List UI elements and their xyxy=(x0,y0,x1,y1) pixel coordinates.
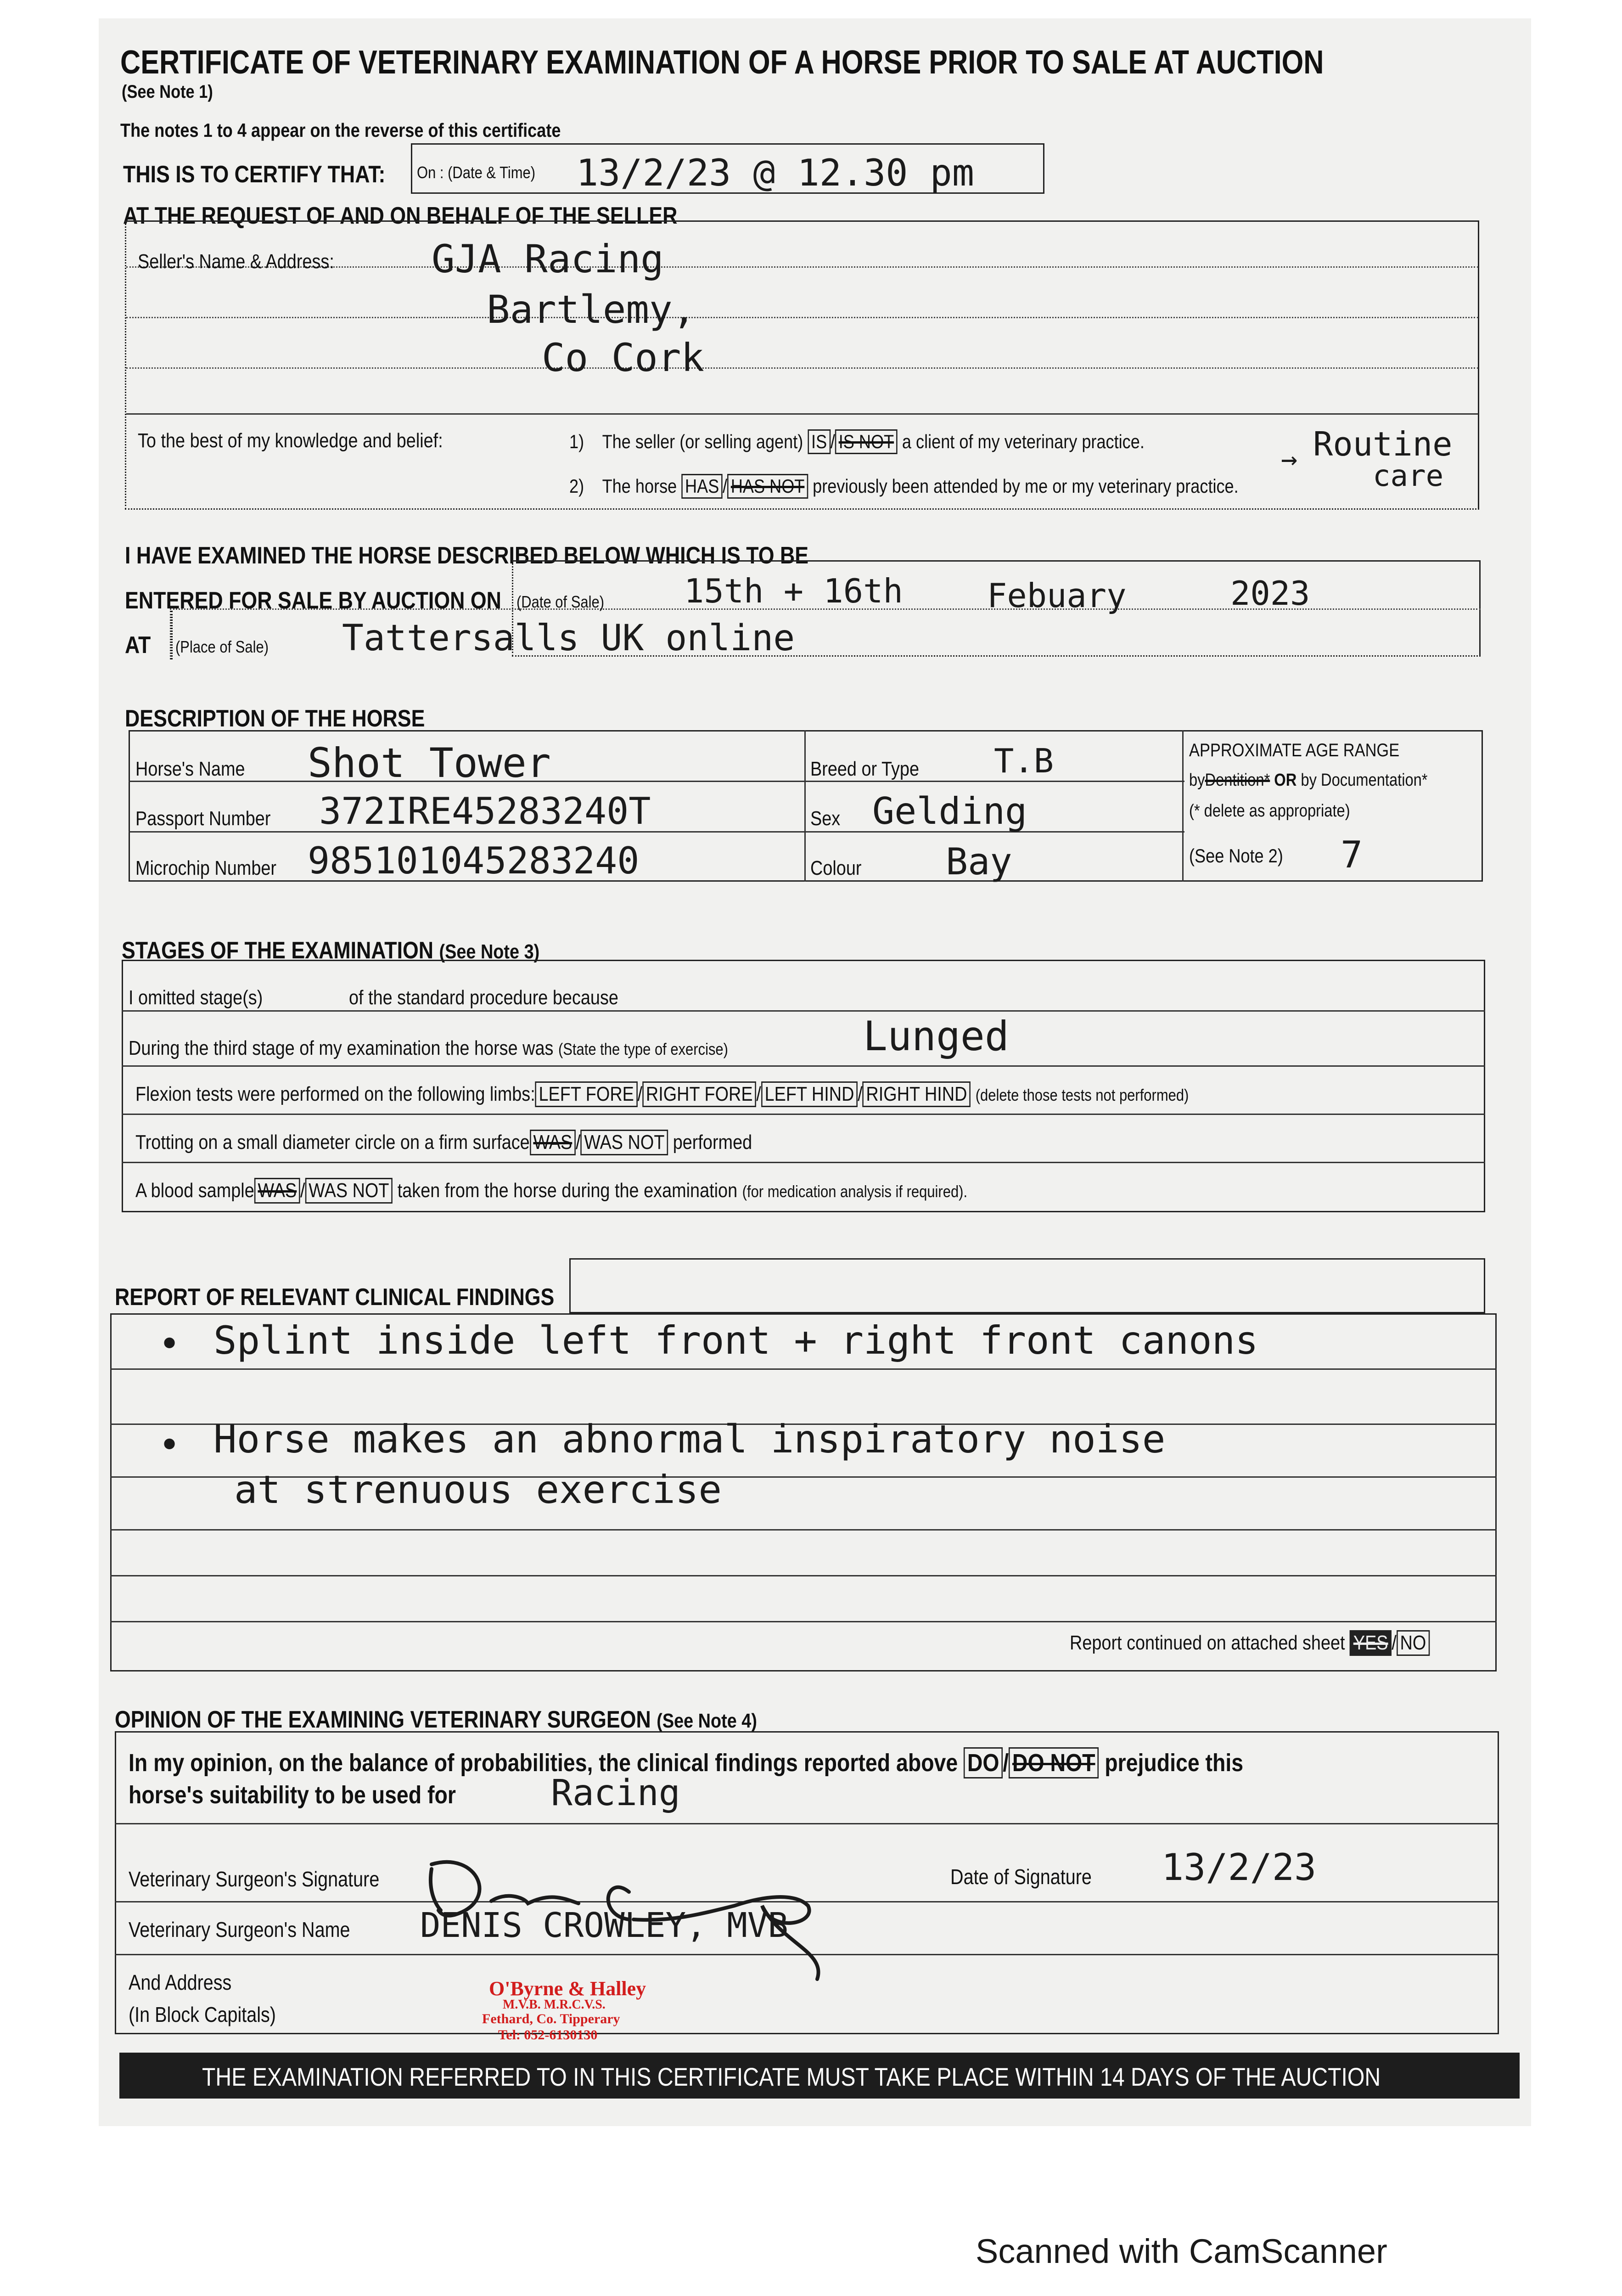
opinion-do-not: DO NOT xyxy=(1009,1747,1099,1778)
trotting-was-not: WAS NOT xyxy=(581,1130,668,1155)
opinion-text-a: In my opinion, on the balance of probabilities, the clinical findings reported above xyxy=(129,1749,958,1777)
trotting-sep: / xyxy=(575,1131,581,1154)
item1-is: IS xyxy=(808,429,831,454)
flexion-sep: / xyxy=(637,1083,643,1105)
seller-address-2: Co Cork xyxy=(542,335,705,380)
breed-label: Breed or Type xyxy=(810,758,920,780)
findings-heading: REPORT OF RELEVANT CLINICAL FINDINGS xyxy=(115,1284,555,1311)
horse-name-label: Horse's Name xyxy=(135,758,245,780)
practice-stamp-line-2: M.V.B. M.R.C.V.S. xyxy=(503,1998,606,2012)
item1-pre: The seller (or selling agent) xyxy=(602,431,803,452)
knowledge-label: To the best of my knowledge and belief: xyxy=(138,429,443,452)
report-continued xyxy=(1070,1630,1430,1656)
seller-address-1: Bartlemy, xyxy=(487,287,696,332)
opinion-text-2: horse's suitability to be used for xyxy=(129,1781,456,1809)
continued-yes: YES xyxy=(1350,1630,1392,1656)
place-box-edge xyxy=(170,611,173,659)
examined-line: I HAVE EXAMINED THE HORSE DESCRIBED BELOW WHICH IS TO BE xyxy=(125,542,809,569)
omitted-a: I omitted stage(s) xyxy=(129,986,263,1009)
report-continued-label: Report continued on attached sheet xyxy=(1070,1632,1345,1654)
see-note-1: (See Note 1) xyxy=(122,82,213,102)
description-col-line xyxy=(804,730,806,882)
seller-name: GJA Racing xyxy=(432,236,664,281)
item1-sep: / xyxy=(830,431,835,452)
seller-label: Seller's Name & Address: xyxy=(138,250,334,273)
date-of-signature-value: 13/2/23 xyxy=(1162,1846,1317,1889)
opinion-heading-note: (See Note 4) xyxy=(657,1710,757,1732)
trotting-line xyxy=(135,1130,752,1155)
findings-line-1: Splint inside left front + right front canons xyxy=(213,1318,1258,1363)
item1-post: a client of my veterinary practice. xyxy=(902,431,1145,452)
passport-label: Passport Number xyxy=(135,807,271,830)
footer-text: THE EXAMINATION REFERRED TO IN THIS CERTIFICATE MUST TAKE PLACE WITHIN 14 DAYS OF THE AUCTION xyxy=(202,2062,1381,2091)
certify-label: THIS IS TO CERTIFY THAT: xyxy=(123,161,386,188)
age-value: 7 xyxy=(1341,833,1363,876)
certify-on-label: On : (Date & Time) xyxy=(417,163,536,182)
age-by-doc: by Documentation* xyxy=(1301,771,1428,790)
findings-row-line xyxy=(110,1575,1497,1576)
knowledge-note-arrow: → xyxy=(1281,443,1298,475)
scanner-watermark: Scanned with CamScanner xyxy=(976,2232,1387,2270)
certify-date-value: 13/2/23 @ 12.30 pm xyxy=(576,152,974,194)
third-stage-note: (State the type of exercise) xyxy=(558,1040,728,1058)
address-label-2: (In Block Capitals) xyxy=(129,2003,276,2026)
vet-name-value: DENIS CROWLEY, MVB xyxy=(420,1906,788,1945)
age-see-note: (See Note 2) xyxy=(1189,845,1283,867)
seller-row-line xyxy=(126,367,1478,369)
microchip-value: 985101045283240 xyxy=(308,839,640,882)
item2-num: 2) xyxy=(569,475,584,497)
age-delete-note: (* delete as appropriate) xyxy=(1189,801,1350,821)
item2-post: previously been attended by me or my veterinary practice. xyxy=(813,475,1239,497)
stages-row-line xyxy=(122,1114,1485,1115)
seller-row-line xyxy=(126,317,1478,318)
third-stage-text: During the third stage of my examination the horse was xyxy=(129,1037,554,1059)
opinion-use-value: Racing xyxy=(551,1773,680,1814)
age-by: by xyxy=(1189,771,1205,790)
colour-value: Bay xyxy=(946,840,1012,883)
date-of-signature-label: Date of Signature xyxy=(950,1865,1092,1889)
blood-sep: / xyxy=(300,1179,305,1202)
findings-top-box xyxy=(569,1258,1485,1313)
blood-label: A blood sample xyxy=(135,1179,254,1202)
third-stage-label xyxy=(129,1037,728,1060)
blood-line xyxy=(135,1178,967,1204)
third-stage-value: Lunged xyxy=(863,1013,1009,1060)
date-of-sale-value-b: Febuary xyxy=(987,576,1127,615)
flexion-line xyxy=(135,1081,1189,1107)
item1-num: 1) xyxy=(569,431,584,452)
date-of-sale-value-c: 2023 xyxy=(1230,574,1310,613)
knowledge-note-1: Routine xyxy=(1313,425,1453,463)
colour-label: Colour xyxy=(810,857,862,879)
sex-value: Gelding xyxy=(872,790,1027,833)
stages-heading-text: STAGES OF THE EXAMINATION xyxy=(122,937,434,964)
opinion-text-b: prejudice this xyxy=(1105,1749,1244,1777)
continued-sep: / xyxy=(1392,1632,1397,1654)
knowledge-item-1 xyxy=(569,429,1145,454)
microchip-label: Microchip Number xyxy=(135,857,277,879)
date-of-sale-label: (Date of Sale) xyxy=(516,592,605,611)
date-of-sale-value-a: 15th + 16th xyxy=(684,572,903,610)
opinion-text-1 xyxy=(129,1747,1243,1778)
blood-post: taken from the horse during the examination xyxy=(397,1179,738,1202)
blood-note: (for medication analysis if required). xyxy=(742,1182,968,1201)
flexion-left-fore: LEFT FORE xyxy=(535,1081,638,1107)
findings-line-2: Horse makes an abnormal inspiratory noise xyxy=(213,1417,1166,1462)
item2-has-not: HAS NOT xyxy=(727,474,808,499)
opinion-sep: / xyxy=(1003,1749,1009,1777)
address-label-1: And Address xyxy=(129,1970,232,1994)
description-heading: DESCRIPTION OF THE HORSE xyxy=(125,705,425,732)
age-dentition: Dentition* xyxy=(1205,771,1270,790)
trotting-label: Trotting on a small diameter circle on a firm surface xyxy=(135,1131,530,1154)
passport-value: 372IRE45283240T xyxy=(319,790,651,833)
opinion-heading xyxy=(115,1706,757,1733)
findings-row-line xyxy=(110,1621,1497,1622)
document-title: CERTIFICATE OF VETERINARY EXAMINATION OF A HORSE PRIOR TO SALE AT AUCTION xyxy=(120,44,1324,81)
findings-bullet-2: • xyxy=(158,1424,181,1466)
knowledge-item-2 xyxy=(569,474,1239,499)
blood-was: WAS xyxy=(254,1178,300,1204)
findings-row-line xyxy=(110,1368,1497,1370)
notes-reverse-line: The notes 1 to 4 appear on the reverse of this certificate xyxy=(120,119,561,141)
description-row-line xyxy=(129,781,1184,782)
request-line: AT THE REQUEST OF AND ON BEHALF OF THE SELLER xyxy=(123,203,678,229)
knowledge-note-2: care xyxy=(1373,459,1444,493)
practice-stamp-line-1: O'Byrne & Halley xyxy=(489,1977,646,2000)
place-of-sale-label: (Place of Sale) xyxy=(175,637,269,656)
flexion-sep: / xyxy=(858,1083,863,1105)
flexion-left-hind: LEFT HIND xyxy=(761,1081,858,1107)
findings-bullet-1: • xyxy=(158,1322,181,1365)
stages-row-line xyxy=(122,1065,1485,1067)
stages-row-line xyxy=(122,1162,1485,1163)
stages-row-line xyxy=(122,1010,1485,1012)
blood-was-not: WAS NOT xyxy=(305,1178,393,1204)
opinion-do: DO xyxy=(964,1747,1003,1778)
seller-row-line xyxy=(126,413,1478,415)
age-or: OR xyxy=(1274,771,1297,790)
breed-value: T.B xyxy=(994,742,1054,780)
flexion-sep: / xyxy=(756,1083,761,1105)
stages-heading-note: (See Note 3) xyxy=(439,940,540,963)
practice-stamp-line-3: Fethard, Co. Tipperary xyxy=(482,2011,620,2026)
continued-no: NO xyxy=(1397,1630,1430,1656)
trotting-performed: performed xyxy=(673,1131,752,1154)
signature-label: Veterinary Surgeon's Signature xyxy=(129,1867,380,1891)
flexion-right-fore: RIGHT FORE xyxy=(642,1081,756,1107)
vet-name-label: Veterinary Surgeon's Name xyxy=(129,1918,350,1941)
practice-stamp-line-4: Tel: 052-6130130 xyxy=(498,2027,598,2043)
entered-label: ENTERED FOR SALE BY AUCTION ON xyxy=(125,587,501,614)
opinion-heading-text: OPINION OF THE EXAMINING VETERINARY SURGEON xyxy=(115,1706,651,1733)
omitted-b: of the standard procedure because xyxy=(349,986,618,1009)
description-col-line xyxy=(1182,730,1184,882)
flexion-right-hind: RIGHT HIND xyxy=(863,1081,971,1107)
place-of-sale-value: Tattersalls UK online xyxy=(342,618,795,659)
item1-is-not: IS NOT xyxy=(835,429,898,454)
sex-label: Sex xyxy=(810,807,841,830)
flexion-note: (delete those tests not performed) xyxy=(975,1086,1189,1104)
trotting-was: WAS xyxy=(530,1130,576,1155)
findings-line-3: at strenuous exercise xyxy=(234,1467,722,1512)
horse-name-value: Shot Tower xyxy=(308,739,551,787)
at-label: AT xyxy=(125,632,151,658)
item2-has: HAS xyxy=(681,474,723,499)
flexion-label: Flexion tests were performed on the following limbs: xyxy=(135,1083,535,1105)
age-method-line xyxy=(1189,771,1428,790)
age-heading: APPROXIMATE AGE RANGE xyxy=(1189,740,1400,760)
vet-signature xyxy=(413,1823,918,1984)
item2-pre: The horse xyxy=(602,475,677,497)
findings-row-line xyxy=(110,1529,1497,1531)
item2-sep: / xyxy=(723,475,728,497)
